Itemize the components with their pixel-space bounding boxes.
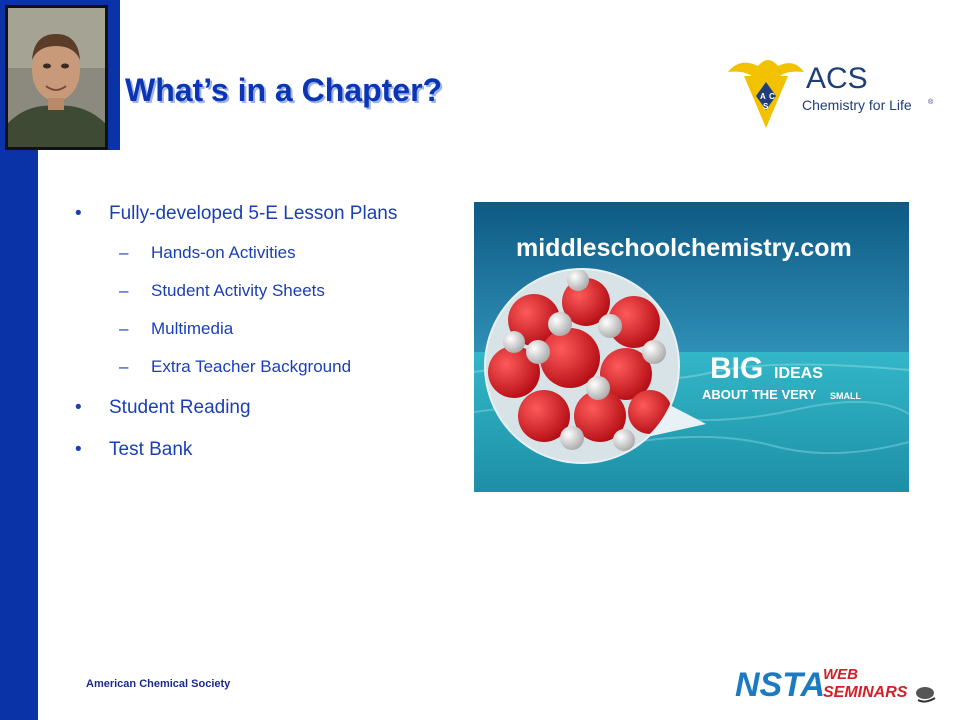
hero-small: SMALL [830,391,861,401]
sub-bullet-hands-on [75,242,435,264]
nsta-wordmark: NSTA [735,666,826,704]
bullet-lesson-plans [75,200,435,228]
hero-about: ABOUT THE VERY [702,387,817,402]
sub-bullet-text: Hands-on Activities [151,243,296,262]
sub-bullet-marker: – [119,281,129,300]
svg-text:®: ® [928,99,934,106]
bullet-text: Test Bank [109,439,193,460]
acs-tagline: Chemistry for Life [802,97,912,113]
sub-bullet-text: Multimedia [151,319,234,338]
sub-bullet-marker: – [119,357,129,376]
acs-eagle-logo [720,52,940,130]
bullet-marker: • [75,397,82,418]
svg-text:S: S [763,102,769,111]
nsta-web-seminars-logo [735,660,940,705]
svg-text:C: C [769,92,775,101]
bullet-marker: • [75,203,82,224]
svg-text:A: A [760,92,766,101]
sub-bullet-marker: – [119,243,129,262]
acs-wordmark: ACS [806,62,868,95]
bullet-text: Fully-developed 5-E Lesson Plans [109,203,398,224]
bullet-list [75,200,435,478]
bullet-test-bank [75,436,435,464]
sub-bullet-teacher-background [75,356,435,378]
water-molecules-graphic [474,202,909,492]
sub-bullet-text: Student Activity Sheets [151,281,325,300]
nsta-seminars: SEMINARS [823,684,908,701]
bullet-student-reading [75,394,435,422]
footer-org: American Chemical Society [86,678,231,690]
sub-bullet-marker: – [119,319,129,338]
sub-bullet-text: Extra Teacher Background [151,357,352,376]
sub-bullet-activity-sheets [75,280,435,302]
nsta-web: WEB [823,666,858,683]
bullet-text: Student Reading [109,397,251,418]
presenter-photo [5,5,108,150]
hero-ideas: IDEAS [774,365,823,382]
sub-bullet-multimedia [75,318,435,340]
slide-title: What’s in a Chapter? [125,72,443,108]
hero-site-name: middleschoolchemistry.com [516,234,852,262]
bullet-marker: • [75,439,82,460]
hero-big: BIG [710,352,764,385]
